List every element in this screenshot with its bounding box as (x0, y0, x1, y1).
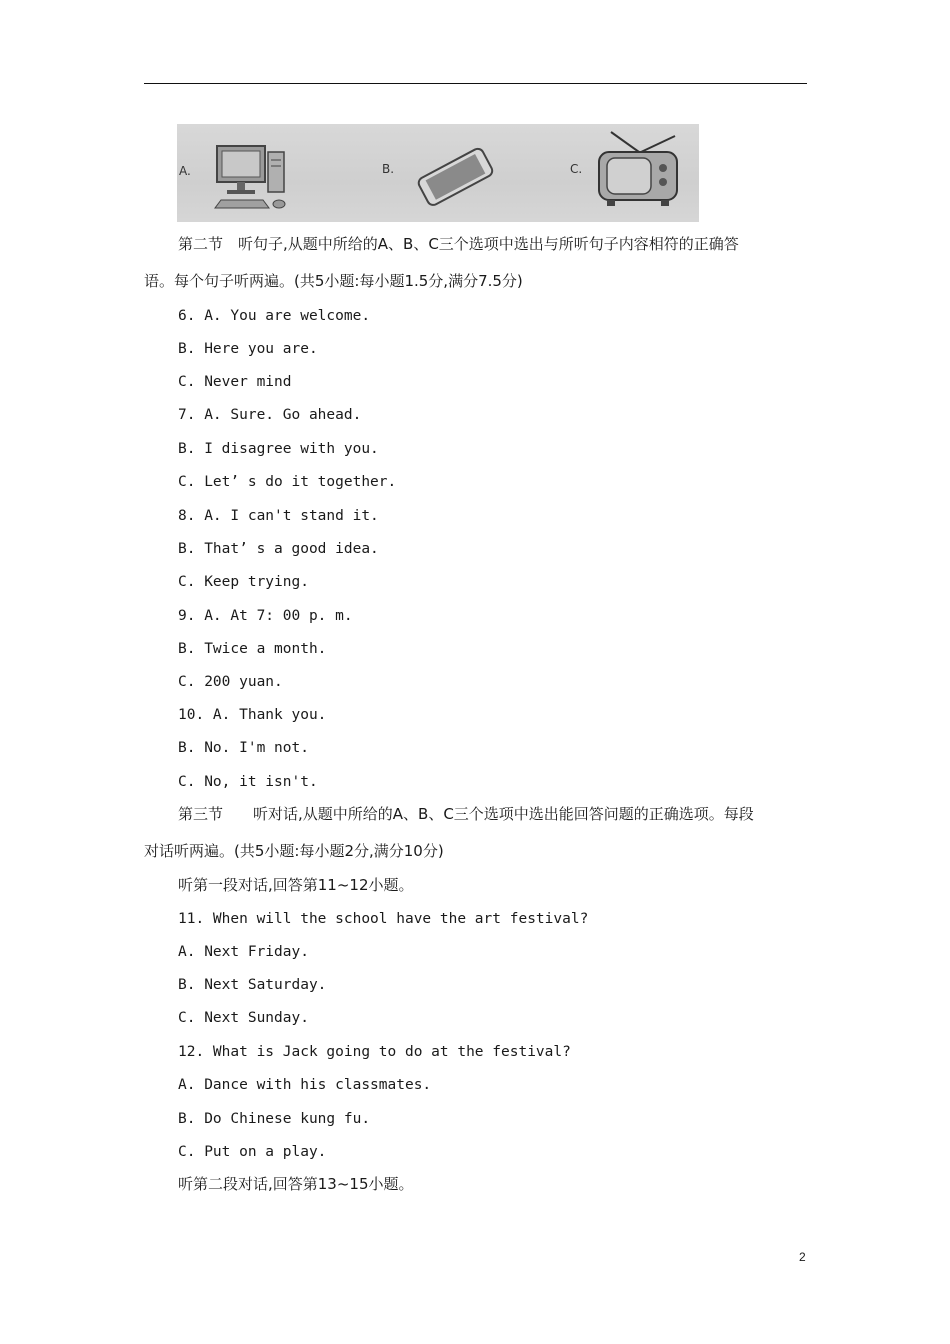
option-line: C. No, it isn't. (178, 774, 318, 790)
question-11: 11. When will the school have the art festival? (178, 911, 589, 927)
option-line: C. 200 yuan. (178, 674, 283, 690)
question-6: 6. A. You are welcome. (178, 308, 371, 324)
desktop-computer-icon (213, 142, 291, 212)
option-a-label: A. (179, 164, 191, 178)
option-line: B. Do Chinese kung fu. (178, 1111, 371, 1127)
television-icon (595, 130, 685, 208)
option-line: B. Twice a month. (178, 641, 327, 657)
option-line: B. That’ s a good idea. (178, 541, 379, 557)
option-line: B. Here you are. (178, 341, 318, 357)
option-images-figure (177, 124, 699, 222)
option-line: A. Next Friday. (178, 944, 309, 960)
option-line: C. Put on a play. (178, 1144, 327, 1160)
section3-heading-line1: 第三节 听对话,从题中所给的A、B、C三个选项中选出能回答问题的正确选项。每段 (178, 805, 754, 823)
dialogue1-intro: 听第一段对话,回答第11~12小题。 (178, 876, 414, 894)
option-line: C. Keep trying. (178, 574, 309, 590)
question-7: 7. A. Sure. Go ahead. (178, 407, 362, 423)
option-line: B. I disagree with you. (178, 441, 379, 457)
section2-heading-line1: 第二节 听句子,从题中所给的A、B、C三个选项中选出与所听句子内容相符的正确答 (178, 235, 739, 253)
header-rule (144, 83, 807, 84)
question-9: 9. A. At 7: 00 p. m. (178, 608, 353, 624)
question-8: 8. A. I can't stand it. (178, 508, 379, 524)
option-line: B. No. I'm not. (178, 740, 309, 756)
page-number: 2 (799, 1250, 806, 1264)
option-c-label: C. (570, 162, 583, 176)
option-line: C. Let’ s do it together. (178, 474, 397, 490)
dialogue2-intro: 听第二段对话,回答第13~15小题。 (178, 1175, 414, 1193)
option-b-label: B. (382, 162, 395, 176)
section3-heading-line2: 对话听两遍。(共5小题:每小题2分,满分10分) (144, 842, 444, 860)
option-line: C. Next Sunday. (178, 1010, 309, 1026)
option-line: A. Dance with his classmates. (178, 1077, 432, 1093)
question-10: 10. A. Thank you. (178, 707, 327, 723)
question-12: 12. What is Jack going to do at the festival? (178, 1044, 571, 1060)
section2-heading-line2: 语。每个句子听两遍。(共5小题:每小题1.5分,满分7.5分) (144, 272, 523, 290)
smartphone-icon (405, 146, 505, 206)
option-line: C. Never mind (178, 374, 292, 390)
option-line: B. Next Saturday. (178, 977, 327, 993)
